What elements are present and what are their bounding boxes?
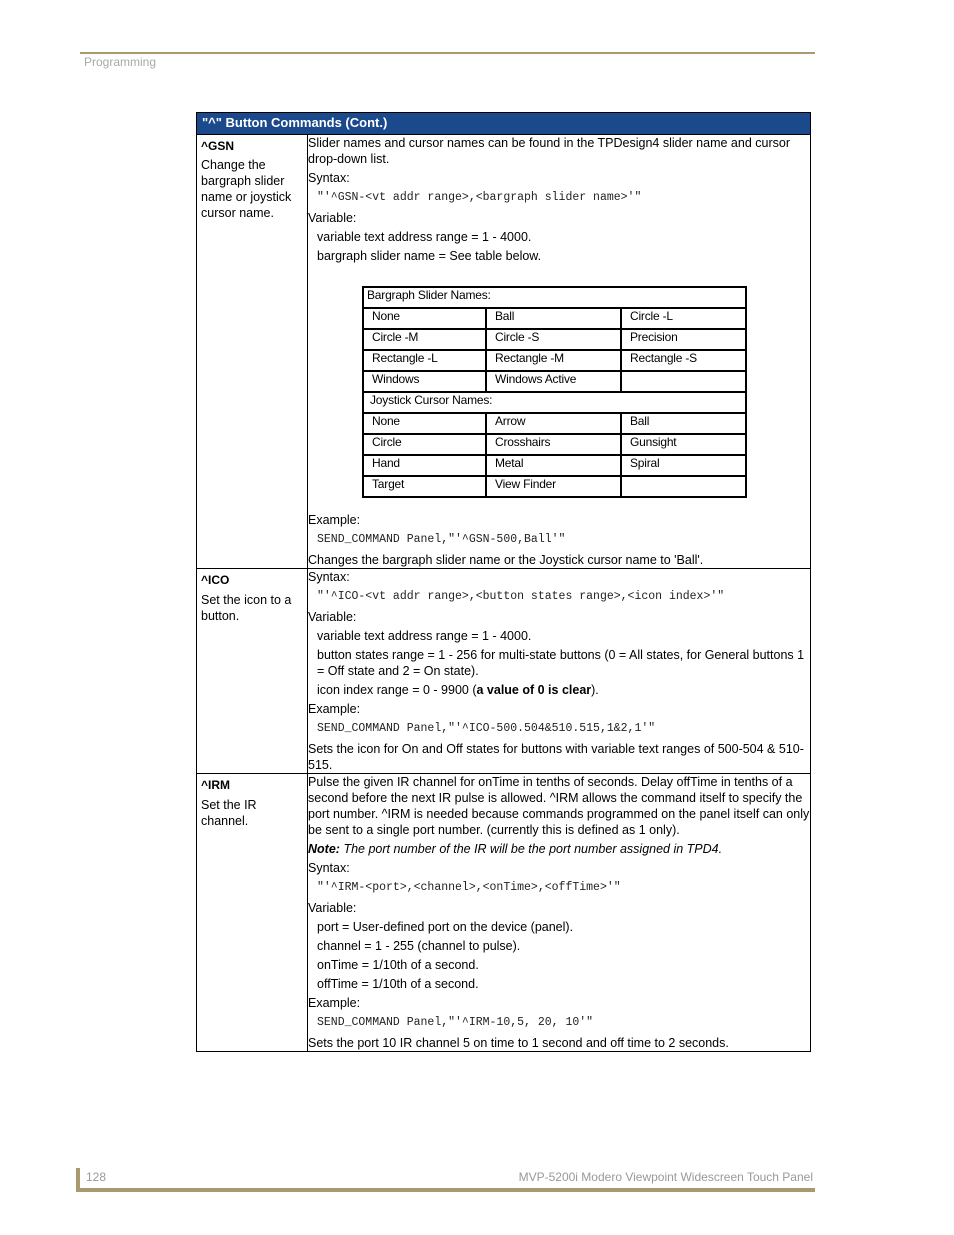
variable-item: channel = 1 - 255 (channel to pulse).	[317, 939, 521, 953]
example-label: Example:	[308, 513, 361, 527]
command-summary: Change the bargraph slider name or joystick cursor name.	[201, 158, 292, 220]
cursor-name: Metal	[486, 455, 621, 476]
syntax-code: "'^GSN-<vt addr range>,<bargraph slider name>'"	[317, 191, 642, 204]
variable-item	[308, 682, 810, 698]
note-label: Note:	[308, 842, 340, 856]
slider-name	[621, 371, 746, 392]
command-name: ^IRM	[201, 778, 231, 792]
example-code: SEND_COMMAND Panel,"'^IRM-10,5, 20, 10'"	[317, 1016, 594, 1029]
cursor-name: Crosshairs	[486, 434, 621, 455]
slider-name: Rectangle -M	[486, 350, 621, 371]
slider-name: Circle -M	[363, 329, 486, 350]
example-label: Example:	[308, 996, 361, 1010]
button-commands-table	[196, 112, 811, 1052]
table-row	[197, 774, 811, 1052]
command-cell	[197, 774, 308, 1052]
note	[308, 841, 810, 857]
slider-name: Rectangle -S	[621, 350, 746, 371]
result-text: Changes the bargraph slider name or the Joystick cursor name to 'Ball'.	[308, 553, 704, 567]
cursor-name: View Finder	[486, 476, 621, 497]
slider-name: Windows Active	[486, 371, 621, 392]
variable-item: variable text address range = 1 - 4000.	[317, 629, 532, 643]
slider-names-title: Bargraph Slider Names:	[363, 287, 746, 308]
icon-index-text: icon index range = 0 - 9900 (	[317, 683, 477, 697]
syntax-label: Syntax:	[308, 171, 350, 185]
cursor-name	[621, 476, 746, 497]
variable-item: offTime = 1/10th of a second.	[317, 977, 479, 991]
icon-index-emphasis: a value of 0 is clear	[476, 683, 592, 697]
result-text: Sets the icon for On and Off states for buttons with variable text ranges of 500-504 & 510-515.	[308, 742, 804, 772]
command-description	[308, 774, 811, 1052]
result-text: Sets the port 10 IR channel 5 on time to 1 second and off time to 2 seconds.	[308, 1036, 729, 1050]
slider-name: None	[363, 308, 486, 329]
slider-name: Precision	[621, 329, 746, 350]
slider-name: Windows	[363, 371, 486, 392]
variable-item: port = User-defined port on the device (panel).	[317, 920, 574, 934]
cursor-name: Ball	[621, 413, 746, 434]
command-summary: Set the IR channel.	[201, 798, 257, 828]
cursor-name: None	[363, 413, 486, 434]
section-label: Programming	[84, 55, 157, 69]
document-title: MVP-5200i Modero Viewpoint Widescreen Touch Panel	[518, 1170, 813, 1184]
slider-name: Ball	[486, 308, 621, 329]
slider-name: Rectangle -L	[363, 350, 486, 371]
syntax-code: "'^ICO-<vt addr range>,<button states range>,<icon index>'"	[317, 590, 725, 603]
example-code: SEND_COMMAND Panel,"'^ICO-500.504&510.515,1&2,1'"	[317, 722, 656, 735]
footer-rule	[80, 1188, 815, 1192]
variable-item: button states range = 1 - 256 for multi-state buttons (0 = All states, for General buttons 1 = Off state and 2 = On state).	[317, 648, 805, 678]
command-description	[308, 569, 811, 774]
icon-index-suffix: ).	[591, 683, 599, 697]
syntax-label: Syntax:	[308, 570, 350, 584]
command-name: ^GSN	[201, 139, 235, 153]
cursor-name: Hand	[363, 455, 486, 476]
cursor-name: Arrow	[486, 413, 621, 434]
cursor-name: Target	[363, 476, 486, 497]
command-cell	[197, 135, 308, 569]
command-description	[308, 135, 811, 569]
cursor-names-title: Joystick Cursor Names:	[363, 392, 746, 413]
command-name: ^ICO	[201, 573, 230, 587]
names-table	[362, 286, 747, 498]
variable-label: Variable:	[308, 901, 357, 915]
table-row	[197, 135, 811, 569]
command-cell	[197, 569, 308, 774]
syntax-label: Syntax:	[308, 861, 350, 875]
cursor-name: Spiral	[621, 455, 746, 476]
table-row	[197, 569, 811, 774]
variable-item: variable text address range = 1 - 4000.	[317, 230, 532, 244]
command-summary: Set the icon to a button.	[201, 593, 292, 623]
example-label: Example:	[308, 702, 361, 716]
header-rule	[80, 52, 815, 54]
slider-name: Circle -L	[621, 308, 746, 329]
example-code: SEND_COMMAND Panel,"'^GSN-500,Ball'"	[317, 533, 566, 546]
variable-item: bargraph slider name = See table below.	[317, 249, 542, 263]
intro-text: Pulse the given IR channel for onTime in tenths of seconds. Delay offTime in tenths of a second before the next IR pulse is allowed. ^IRM allows the command itself to specify the port number. ^IRM is needed because commands programmed on the panel itself can only be sent to a single port number. (currently this is defined as 1 only).	[308, 775, 810, 837]
cursor-name: Gunsight	[621, 434, 746, 455]
intro-text: Slider names and cursor names can be found in the TPDesign4 slider name and cursor drop-down list.	[308, 136, 790, 166]
page-number: 128	[86, 1170, 107, 1184]
slider-name: Circle -S	[486, 329, 621, 350]
table-title: "^" Button Commands (Cont.)	[197, 113, 811, 135]
variable-label: Variable:	[308, 610, 357, 624]
variable-label: Variable:	[308, 211, 357, 225]
syntax-code: "'^IRM-<port>,<channel>,<onTime>,<offTime>'"	[317, 881, 621, 894]
variable-item: onTime = 1/10th of a second.	[317, 958, 479, 972]
note-text: The port number of the IR will be the port number assigned in TPD4.	[343, 842, 723, 856]
cursor-name: Circle	[363, 434, 486, 455]
